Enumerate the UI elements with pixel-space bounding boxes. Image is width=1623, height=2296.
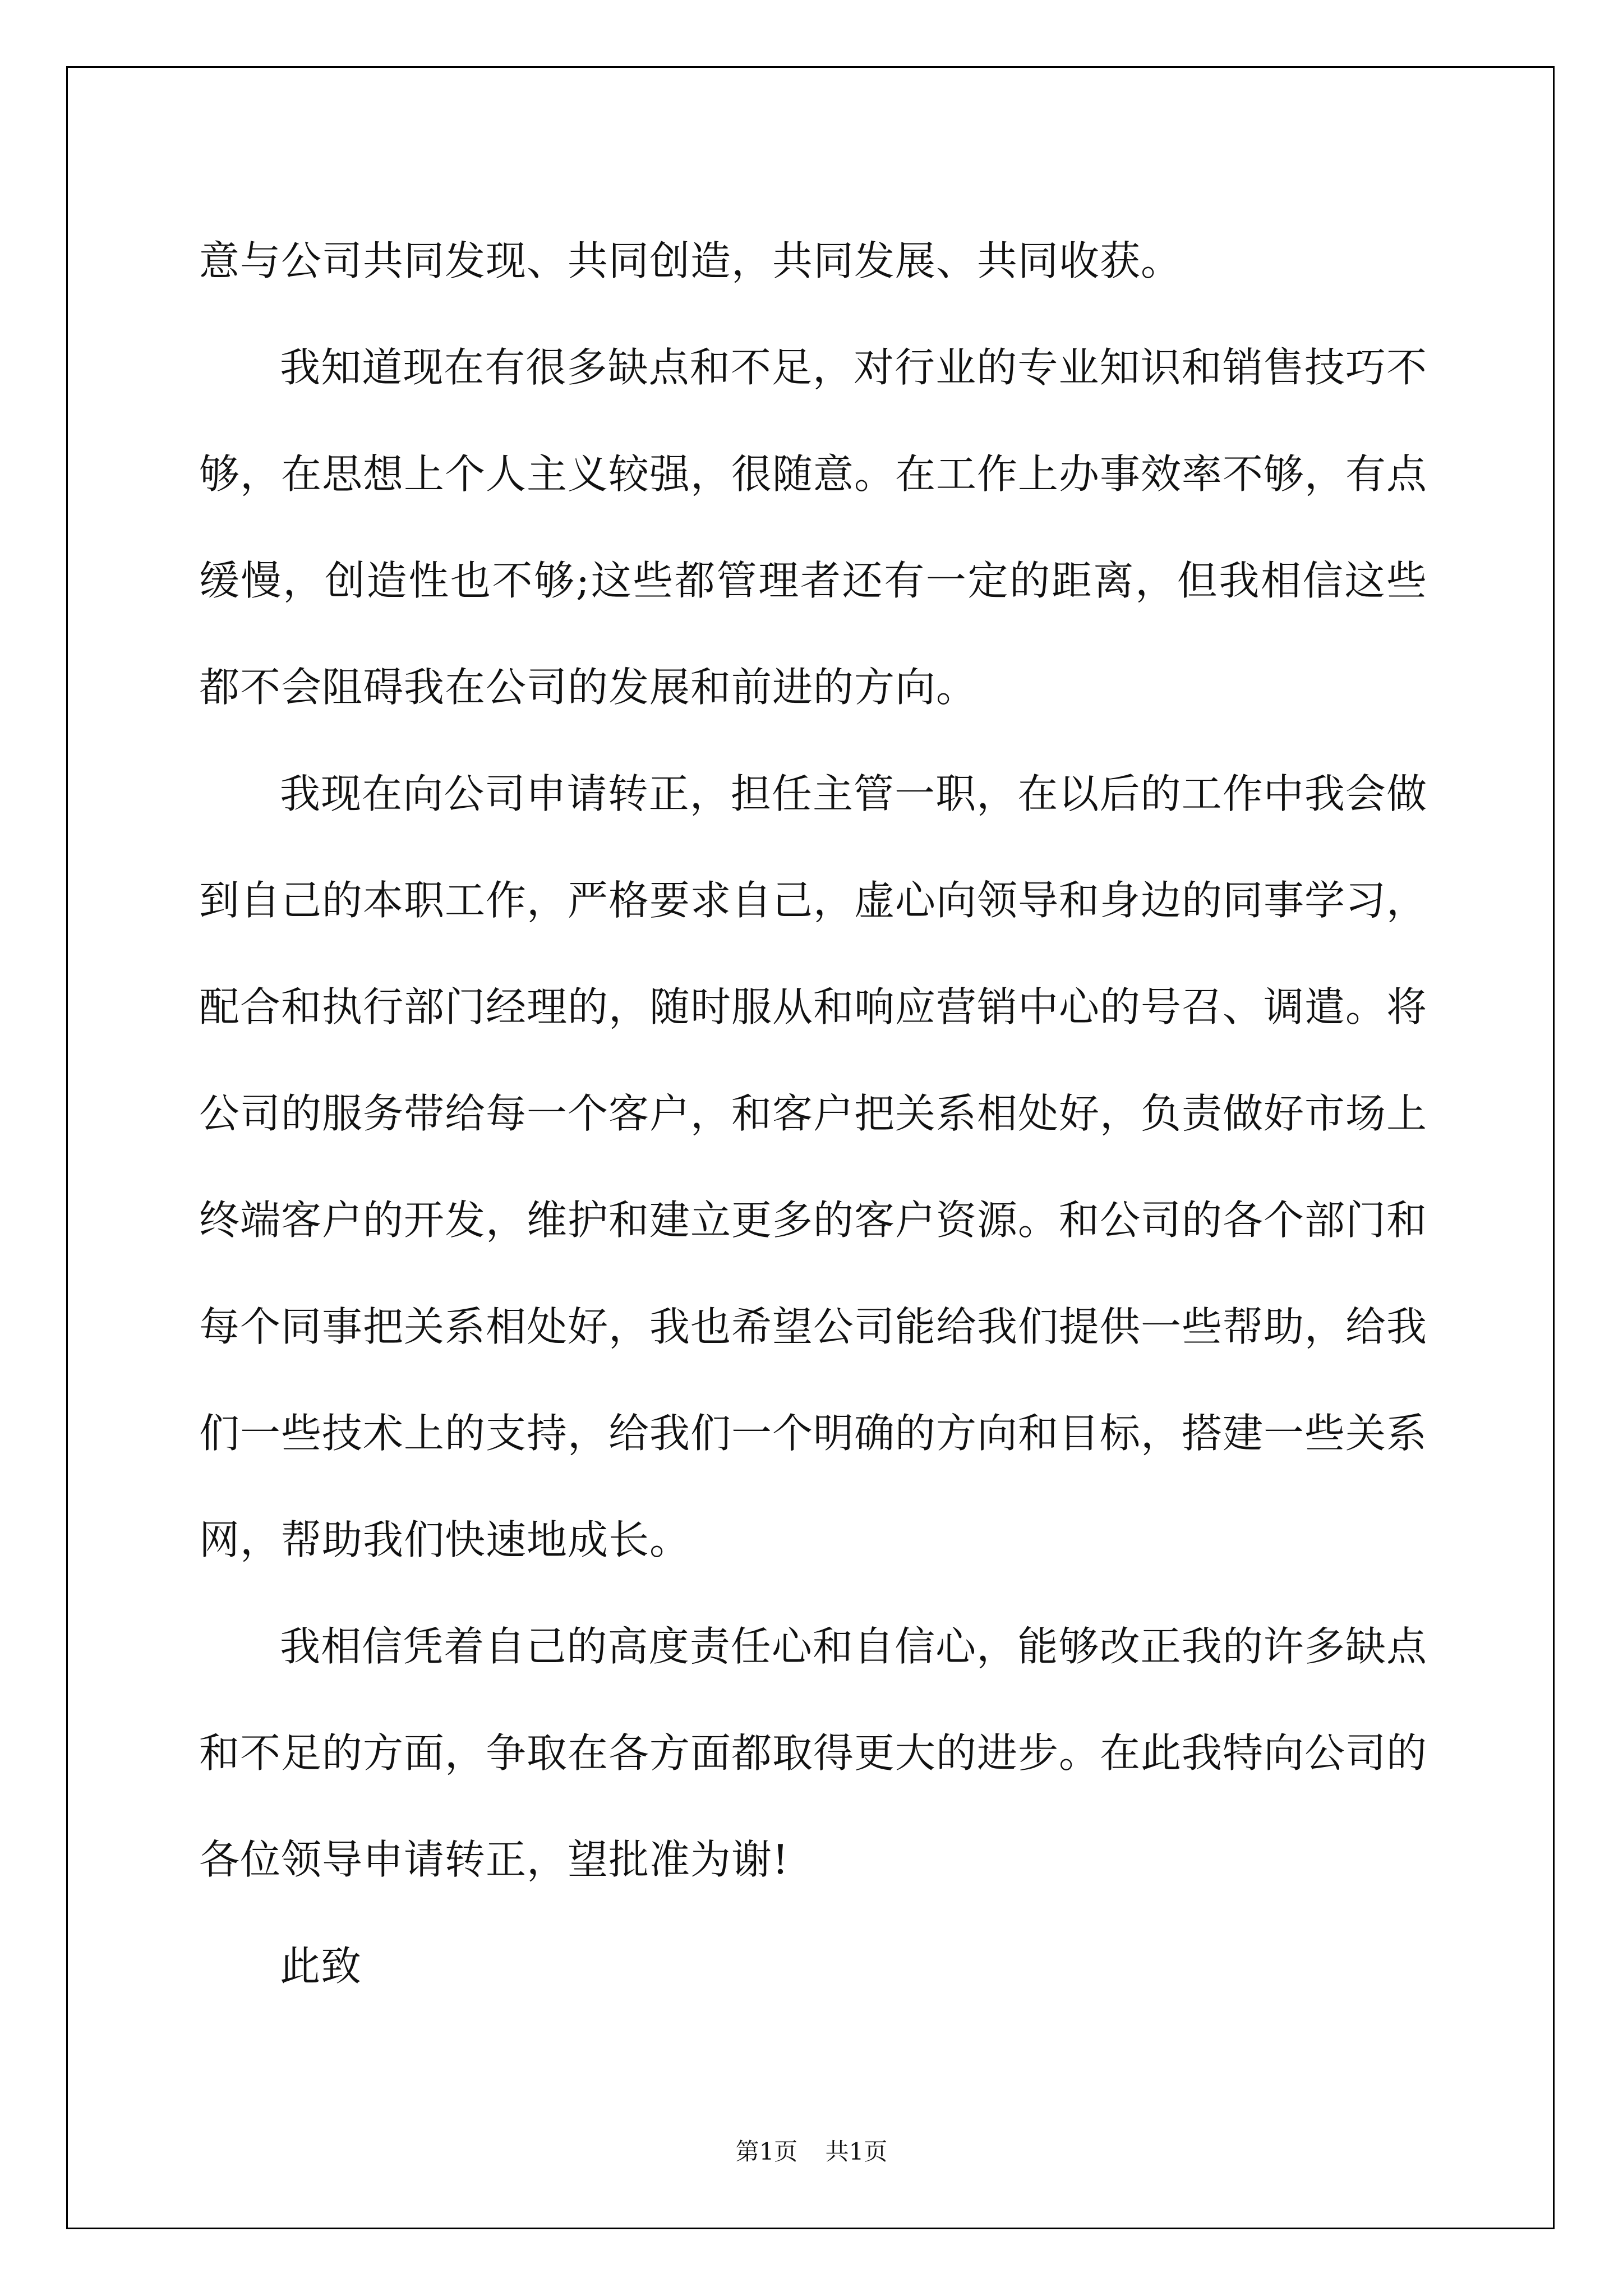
paragraph-2: 我知道现在有很多缺点和不足，对行业的专业知识和销售技巧不够，在思想上个人主义较强，很随意。在工作上办事效率不够，有点缓慢，创造性也不够;这些都管理者还有一定的距离，但我相信这些都不会阻碍我在公司的发展和前进的方向。 [199, 344, 1428, 711]
paragraph-1: 意与公司共同发现、共同创造，共同发展、共同收获。 [199, 237, 1182, 284]
paragraph-3: 我现在向公司申请转正，担任主管一职，在以后的工作中我会做到自己的本职工作，严格要求自己，虚心向领导和身边的同事学习，配合和执行部门经理的，随时服从和响应营销中心的号召、调遣。将公司的服务带给每一个客户，和客户把关系相处好，负责做好市场上终端客户的开发，维护和建立更多的客户资源。和公司的各个部门和每个同事把关系相处好，我也希望公司能给我们提供一些帮助，给我们一些技术上的支持，给我们一个明确的方向和目标，搭建一些关系网，帮助我们快速地成长。 [199, 770, 1428, 1563]
closing-salutation: 此致 [280, 1943, 362, 1990]
page-number-total: 共1页 [825, 2138, 888, 2165]
page-footer [0, 2133, 1623, 2167]
paragraph-4: 我相信凭着自己的高度责任心和自信心，能够改正我的许多缺点和不足的方面，争取在各方面都取得更大的进步。在此我特向公司的各位领导申请转正，望批准为谢! [199, 1623, 1428, 1883]
document-body [199, 208, 1427, 2019]
page-number-current: 第1页 [735, 2138, 798, 2165]
